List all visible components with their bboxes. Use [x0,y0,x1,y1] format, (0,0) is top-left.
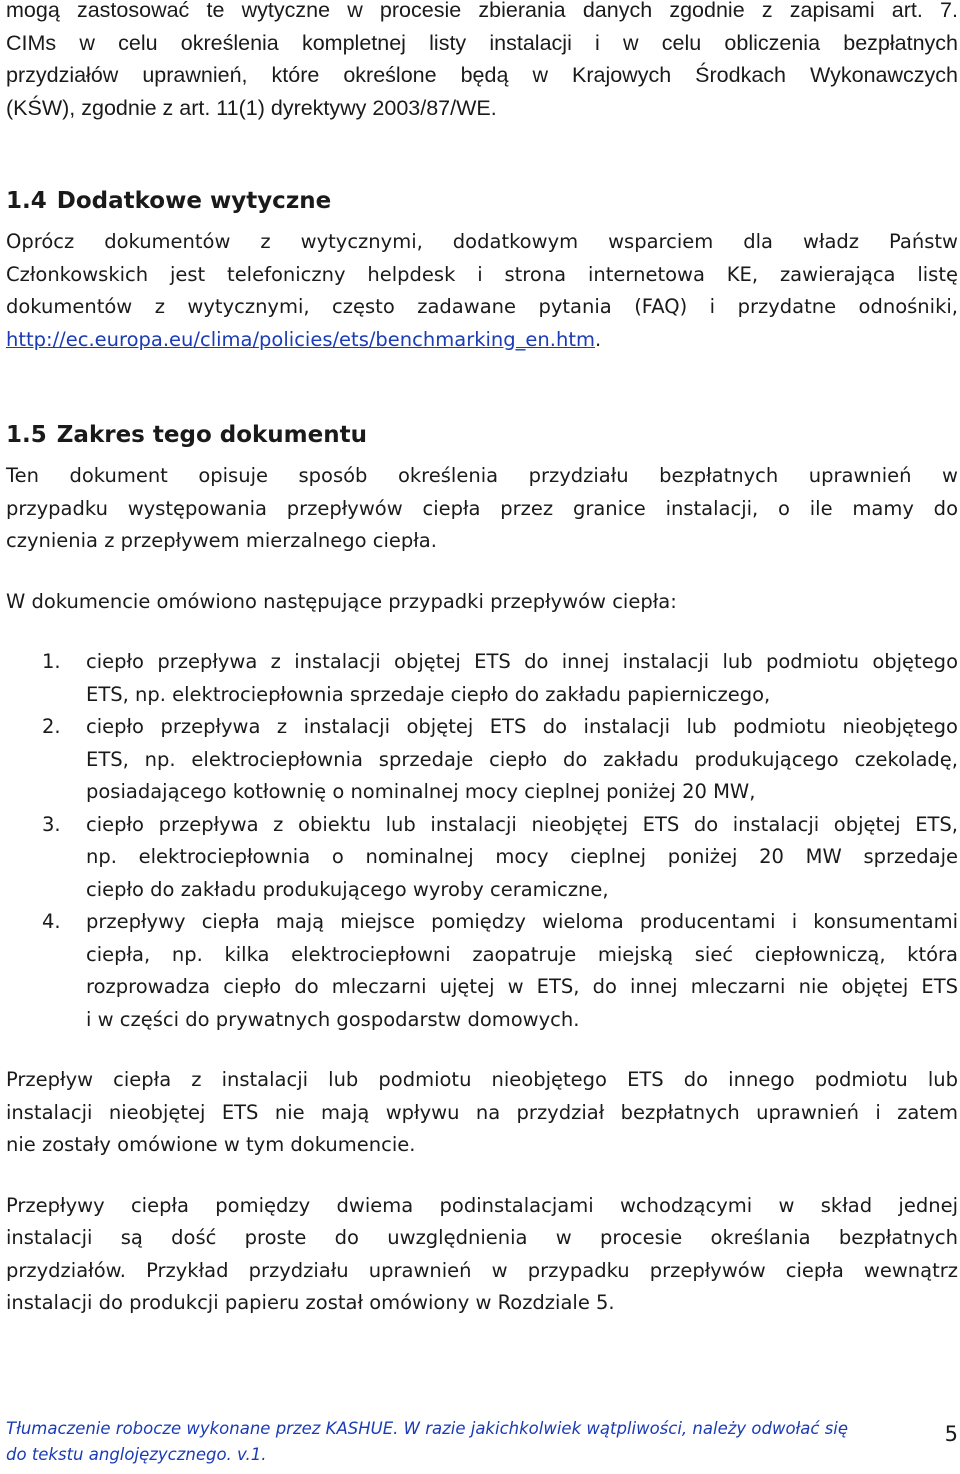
list-item-line: rozprowadza ciepło do mleczarni ujętej w ETS, do innej mleczarni nie objętej ETS [86,975,958,998]
scope-paragraph-4 [6,1190,958,1320]
translation-note [6,1416,936,1468]
section-1-5 [6,420,958,1320]
section-number: 1.5 [6,422,47,448]
section-1-4 [6,186,958,356]
section-1-4-paragraph [6,226,958,356]
paragraph-line: przydziałów. Przykład przydziału uprawnień w przypadku przepływów ciepła wewnątrz [6,1258,958,1282]
list-item-number: 3. [42,812,61,836]
page-number: 5 [944,1422,958,1446]
link-suffix: . [594,327,602,351]
list-item-line: ciepło przepływa z instalacji objętej ETS do instalacji lub podmiotu nieobjętego [86,715,958,738]
list-item-number: 1. [42,650,61,673]
intro-paragraph [6,0,958,124]
translation-note-line: do tekstu anglojęzycznego. v.1. [6,1445,267,1464]
paragraph-line: Członkowskich jest telefoniczny helpdesk i strona internetowa KE, zawierająca listę [6,262,958,286]
section-heading [6,186,958,216]
section-title: Dodatkowe wytyczne [56,188,332,214]
paragraph-line: przypadku występowania przepływów ciepła przez granice instalacji, o ile mamy do [6,496,958,520]
paragraph-line: Ten dokument opisuje sposób określenia przydziału bezpłatnych uprawnień w [6,464,958,487]
scope-paragraph-2 [6,586,958,619]
list-item-line: posiadającego kotłownię o nominalnej mocy cieplnej poniżej 20 MW, [86,780,756,803]
paragraph-line: instalacji są dość proste do uwzględnienia w procesie określania bezpłatnych [6,1226,958,1249]
list-item-line: np. elektrociepłownia o nominalnej mocy cieplnej poniżej 20 MW sprzedaje [86,845,958,868]
paragraph-line: nie zostały omówione w tym dokumencie. [6,1133,416,1156]
paragraph-line: czynienia z przepływem mierzalnego ciepła. [6,529,437,552]
intro-line: przydziałów uprawnień, które określone będą w Krajowych Środkach Wykonawczych [6,63,958,87]
intro-line: (KŚW), zgodnie z art. 11(1) dyrektywy 2003/87/WE. [6,95,497,120]
list-item-line: przepływy ciepła mają miejsce pomiędzy wieloma producentami i konsumentami [86,910,958,933]
section-number: 1.4 [6,188,47,214]
list-item-number: 4. [42,910,61,933]
translation-note-line: Tłumaczenie robocze wykonane przez KASHUE. W razie jakichkolwiek wątpliwości, należy odwołać się [6,1419,849,1438]
scope-paragraph-3 [6,1064,958,1162]
paragraph-line: dokumentów z wytycznymi, często zadawane pytania (FAQ) i przydatne odnośniki, [6,295,958,318]
intro-line: mogą zastosować te wytyczne w procesie zbierania danych zgodnie z zapisami art. 7. [6,0,958,22]
list-item-line: ETS, np. elektrociepłownia sprzedaje ciepło do zakładu produkującego czekoladę, [86,747,958,771]
paragraph-line: Przepływ ciepła z instalacji lub podmiotu nieobjętego ETS do innego podmiotu lub [6,1068,958,1091]
list-item-line: ciepła, np. kilka elektrociepłowni zaopatruje miejską sieć ciepłowniczą, która [86,942,958,966]
list-item-line: ETS, np. elektrociepłownia sprzedaje ciepło do zakładu papierniczego, [86,682,771,706]
list-item-number: 2. [42,715,61,738]
list-item-line: ciepło przepływa z instalacji objętej ETS do innej instalacji lub podmiotu objętego [86,650,958,673]
list-item [6,809,958,907]
page-footer [6,1416,958,1468]
list-item-line: ciepło do zakładu produkującego wyroby ceramiczne, [86,877,609,901]
list-item-line: i w części do prywatnych gospodarstw domowych. [86,1007,580,1031]
paragraph-line: instalacji nieobjętej ETS nie mają wpływu na przydział bezpłatnych uprawnień i zatem [6,1100,958,1124]
scope-paragraph-1 [6,460,958,558]
list-item-line: ciepło przepływa z obiektu lub instalacji nieobjętej ETS do instalacji objętej ETS, [86,812,958,836]
list-item [6,906,958,1036]
section-title: Zakres tego dokumentu [56,422,367,448]
intro-line: CIMs w celu określenia kompletnej listy instalacji i w celu obliczenia bezpłatnych [6,30,958,55]
section-heading [6,420,958,450]
paragraph-line [6,324,958,357]
heat-flow-cases-list [6,646,958,1036]
list-item [6,711,958,809]
paragraph-line: instalacji do produkcji papieru został omówiony w Rozdziale 5. [6,1291,615,1314]
paragraph-line: Oprócz dokumentów z wytycznymi, dodatkowym wsparciem dla władz Państw [6,230,958,253]
list-item [6,646,958,711]
paragraph-line: Przepływy ciepła pomiędzy dwiema podinstalacjami wchodzącymi w skład jednej [6,1193,958,1217]
benchmarking-link[interactable]: http://ec.europa.eu/clima/policies/ets/benchmarking_en.htm [6,327,595,351]
paragraph-line: W dokumencie omówiono następujące przypadki przepływów ciepła: [6,589,677,613]
